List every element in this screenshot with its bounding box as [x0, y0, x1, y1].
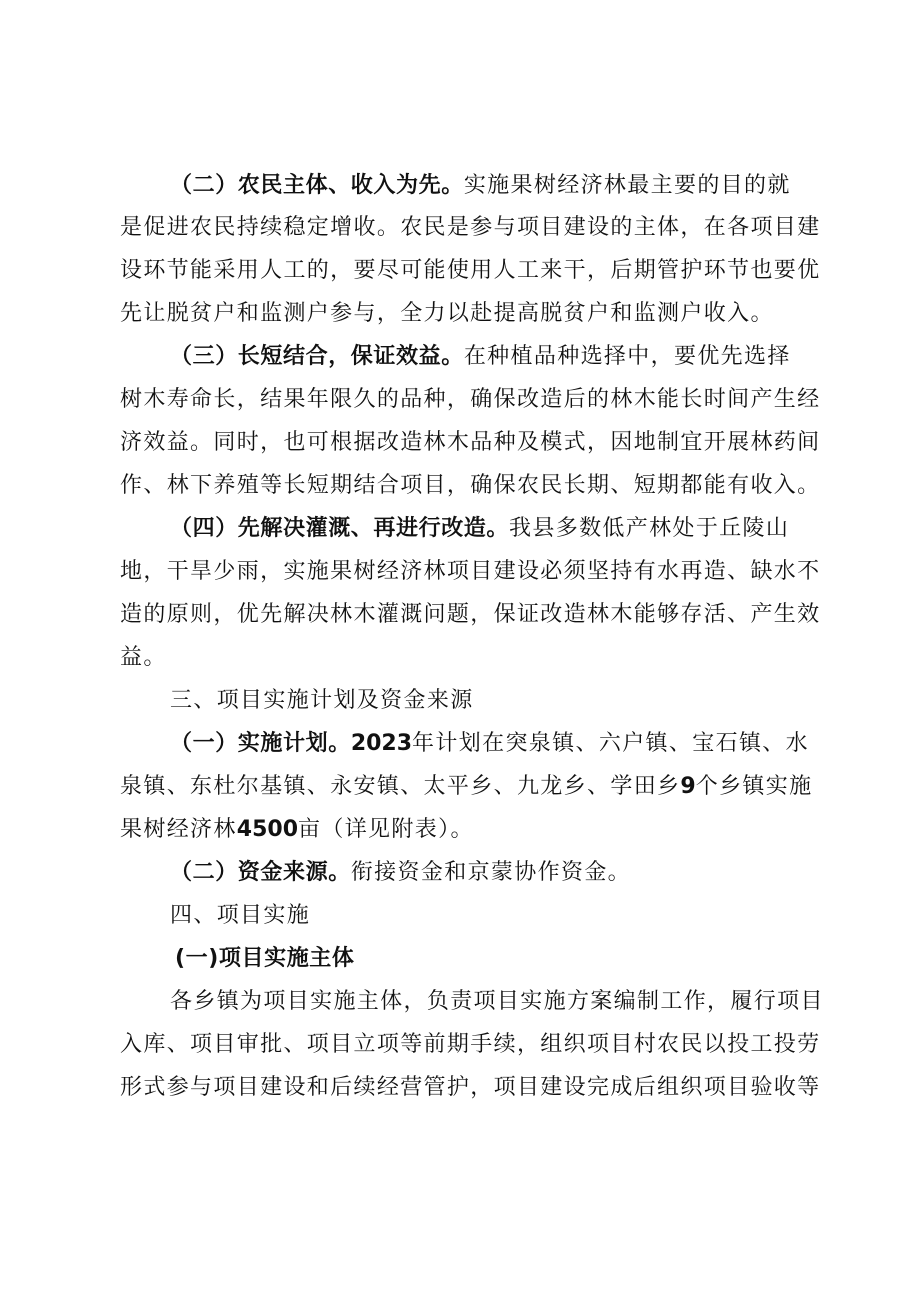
line-text: 在种植品种选择中，要优先选择	[463, 344, 791, 369]
line-text: 亩（详见附表）。	[298, 817, 474, 842]
line-text: 果树经济林	[120, 817, 237, 842]
paragraph-4-line-1	[170, 515, 789, 543]
paragraph-4-line-3: 造的原则，优先解决林木灌溉问题，保证改造林木能够存活、产生效	[120, 602, 821, 627]
paragraph-2-line-2: 是促进农民持续稳定增收。农民是参与项目建设的主体，在各项目建	[120, 215, 821, 240]
paragraph-7-line-2: 入库、项目审批、项目立项等前期手续，组织项目村农民以投工投劳	[120, 1032, 821, 1057]
paragraph-3-line-2: 树木寿命长，结果年限久的品种，确保改造后的林木能长时间产生经	[120, 387, 821, 412]
paragraph-3-line-3: 济效益。同时，也可根据改造林木品种及模式，因地制宜开展林药间	[120, 430, 821, 455]
paragraph-6-line-1	[170, 859, 631, 887]
paragraph-5-line-1	[170, 730, 809, 758]
section-lead-long-short: （三）长短结合，保证效益。	[170, 344, 464, 369]
section-heading-3: 三、项目实施计划及资金来源	[170, 688, 474, 713]
paragraph-5-line-2	[120, 773, 812, 801]
paragraph-2-line-1	[170, 172, 791, 200]
line-text: 衔接资金和京蒙协作资金。	[350, 860, 632, 885]
subsection-heading-implementer: (一)项目实施主体	[175, 946, 355, 971]
line-text: 实施果树经济林最主要的目的就	[463, 173, 791, 198]
line-text: 我县多数低产林处于丘陵山	[509, 516, 790, 541]
paragraph-7-line-3: 形式参与项目建设和后续经营管护，项目建设完成后组织项目验收等	[120, 1075, 821, 1100]
section-heading-4: 四、项目实施	[170, 903, 311, 928]
section-lead-farmers-first: （二）农民主体、收入为先。	[170, 173, 464, 198]
paragraph-3-line-4: 作、林下养殖等长短期结合项目，确保农民长期、短期都能有收入。	[120, 473, 821, 498]
paragraph-4-line-4: 益。	[120, 645, 167, 670]
paragraph-3-line-1	[170, 343, 791, 371]
line-text: 个乡镇实施	[695, 774, 813, 799]
township-count: 9	[680, 774, 696, 799]
paragraph-7-line-1: 各乡镇为项目实施主体，负责项目实施方案编制工作，履行项目	[170, 989, 824, 1014]
section-lead-irrigation-first: （四）先解决灌溉、再进行改造。	[170, 516, 510, 541]
section-lead-plan: （一）实施计划。	[170, 731, 351, 756]
paragraph-4-line-2: 地，干旱少雨，实施果树经济林项目建设必须坚持有水再造、缺水不	[120, 559, 821, 584]
paragraph-2-line-4: 先让脱贫户和监测户参与，全力以赴提高脱贫户和监测户收入。	[120, 301, 774, 326]
section-lead-funding: （二）资金来源。	[170, 860, 351, 885]
line-text: 年计划在突泉镇、六户镇、宝石镇、水	[412, 731, 809, 756]
paragraph-2-line-3: 设环节能采用人工的，要尽可能使用人工来干，后期管护环节也要优	[120, 258, 821, 283]
year-number: 2023	[350, 731, 413, 756]
line-text: 泉镇、东杜尔基镇、永安镇、太平乡、九龙乡、学田乡	[120, 774, 681, 799]
area-number: 4500	[236, 817, 298, 842]
paragraph-5-line-3	[120, 816, 474, 844]
